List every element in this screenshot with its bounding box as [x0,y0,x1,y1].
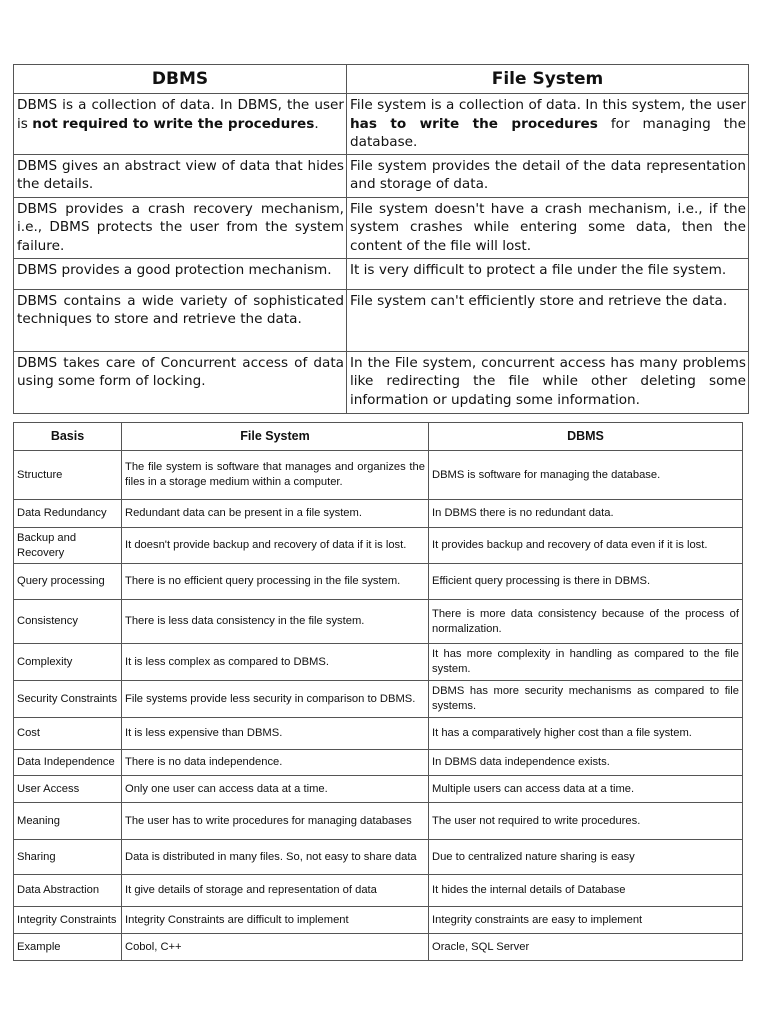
dbms-cell: DBMS is a collection of data. In DBMS, the user is not required to write the procedures. [14,94,347,155]
basis-cell: Consistency [14,600,122,644]
highlight-text: not required to write the procedures [32,115,315,132]
table-row [14,840,743,875]
basis-cell: Data Independence [14,750,122,776]
file-system-cell: Data is distributed in many files. So, not easy to share data [122,840,429,875]
file-system-cell: File system doesn't have a crash mechanism, i.e., if the system crashes while entering some data, then the content of the file will lost. [347,197,749,258]
file-system-cell: File system is a collection of data. In this system, the user has to write the procedures for managing the database. [347,94,749,155]
basis-cell: Sharing [14,840,122,875]
file-system-cell: It is very difficult to protect a file under the file system. [347,258,749,289]
file-system-cell: Redundant data can be present in a file system. [122,500,429,528]
dbms-cell: DBMS provides a crash recovery mechanism, i.e., DBMS protects the user from the system failure. [14,197,347,258]
dbms-cell: The user not required to write procedures. [429,803,743,840]
dbms-cell: Multiple users can access data at a time. [429,776,743,803]
file-system-cell: File system provides the detail of the data representation and storage of data. [347,154,749,197]
basis-cell: Cost [14,718,122,750]
table-row [14,600,743,644]
basis-cell: Meaning [14,803,122,840]
basis-cell: Data Redundancy [14,500,122,528]
dbms-cell: DBMS contains a wide variety of sophisticated techniques to store and retrieve the data. [14,289,347,351]
table-row [14,934,743,961]
table-row [14,500,743,528]
dbms-cell: In DBMS data independence exists. [429,750,743,776]
table-row [14,644,743,681]
table-header-row [14,423,743,451]
dbms-cell: Oracle, SQL Server [429,934,743,961]
file-system-cell: Cobol, C++ [122,934,429,961]
file-system-cell: Integrity Constraints are difficult to implement [122,907,429,934]
dbms-cell: DBMS is software for managing the database. [429,451,743,500]
basis-cell: Query processing [14,564,122,600]
highlight-text: has to write the procedures [350,115,598,132]
file-system-cell: It give details of storage and representation of data [122,875,429,907]
dbms-cell: DBMS takes care of Concurrent access of data using some form of locking. [14,351,347,413]
file-system-cell: Only one user can access data at a time. [122,776,429,803]
basis-cell: Example [14,934,122,961]
basis-cell: Data Abstraction [14,875,122,907]
table-row [14,154,749,197]
table-row [14,528,743,564]
file-system-cell: In the File system, concurrent access has many problems like redirecting the file while other deleting some information or updating some information. [347,351,749,413]
file-system-cell: The file system is software that manages and organizes the files in a storage medium within a computer. [122,451,429,500]
dbms-cell: In DBMS there is no redundant data. [429,500,743,528]
basis-comparison-table [13,422,743,961]
table-row [14,718,743,750]
file-system-cell: It doesn't provide backup and recovery of data if it is lost. [122,528,429,564]
file-system-cell: There is no data independence. [122,750,429,776]
dbms-cell: There is more data consistency because of the process of normalization. [429,600,743,644]
dbms-cell: Due to centralized nature sharing is easy [429,840,743,875]
table-row [14,875,743,907]
dbms-cell: Integrity constraints are easy to implement [429,907,743,934]
file-system-cell: There is less data consistency in the file system. [122,600,429,644]
file-system-cell: It is less complex as compared to DBMS. [122,644,429,681]
file-system-cell: File system can't efficiently store and retrieve the data. [347,289,749,351]
dbms-cell: Efficient query processing is there in DBMS. [429,564,743,600]
header-file-system: File System [347,65,749,94]
file-system-cell: It is less expensive than DBMS. [122,718,429,750]
table-row [14,803,743,840]
basis-cell: Complexity [14,644,122,681]
table-row [14,681,743,718]
table-row [14,289,749,351]
basis-cell: User Access [14,776,122,803]
table-row [14,564,743,600]
table-row [14,258,749,289]
dbms-cell: It provides backup and recovery of data even if it is lost. [429,528,743,564]
file-system-cell: There is no efficient query processing in the file system. [122,564,429,600]
dbms-cell: DBMS provides a good protection mechanism. [14,258,347,289]
dbms-cell: It has a comparatively higher cost than a file system. [429,718,743,750]
dbms-cell: DBMS has more security mechanisms as compared to file systems. [429,681,743,718]
dbms-vs-file-system-table [13,64,749,414]
dbms-cell: It hides the internal details of Database [429,875,743,907]
basis-cell: Security Constraints [14,681,122,718]
file-system-cell: File systems provide less security in comparison to DBMS. [122,681,429,718]
table-row [14,94,749,155]
table-row [14,776,743,803]
basis-cell: Structure [14,451,122,500]
dbms-cell: DBMS gives an abstract view of data that hides the details. [14,154,347,197]
header-dbms: DBMS [429,423,743,451]
table-row [14,451,743,500]
basis-cell: Integrity Constraints [14,907,122,934]
table-header-row [14,65,749,94]
dbms-cell: It has more complexity in handling as compared to the file system. [429,644,743,681]
header-basis: Basis [14,423,122,451]
table-row [14,750,743,776]
file-system-cell: The user has to write procedures for managing databases [122,803,429,840]
header-file-system: File System [122,423,429,451]
table-row [14,907,743,934]
table-row [14,197,749,258]
basis-cell: Backup and Recovery [14,528,122,564]
table-row [14,351,749,413]
header-dbms: DBMS [14,65,347,94]
